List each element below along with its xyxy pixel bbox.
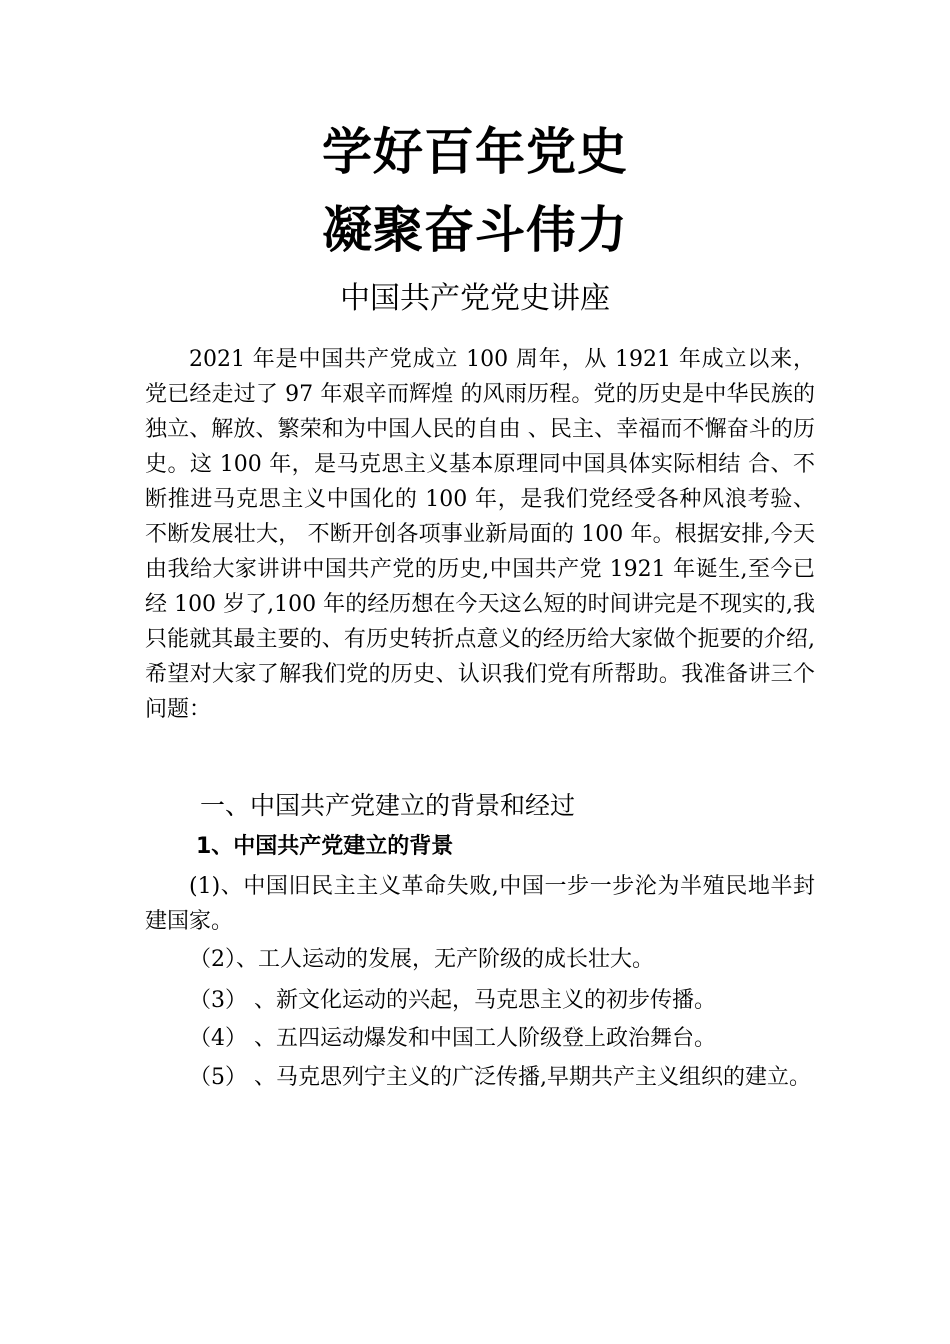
list-item: （3） 、新文化运动的兴起，马克思主义的初步传播。 — [189, 988, 716, 1013]
subsection-heading: 1、中国共产党建立的背景 — [196, 834, 454, 859]
list-item: (1)、中国旧民主主义革命失败,中国一步一步沦为半殖民地半封建国家。 — [145, 874, 815, 934]
section-heading: 一、中国共产党建立的背景和经过 — [200, 791, 576, 820]
title-line-2: 凝聚奋斗伟力 — [322, 200, 628, 259]
list-item: （2）、工人运动的发展，无产阶级的成长壮大。 — [189, 947, 654, 972]
list-item: （4） 、五四运动爆发和中国工人阶级登上政治舞台。 — [189, 1026, 716, 1051]
subtitle: 中国共产党党史讲座 — [340, 281, 610, 316]
intro-paragraph: 2021 年是中国共产党成立 100 周年，从 1921 年成立以来，党已经走过了 97 年艰辛而辉煌 的风雨历程。党的历史是中华民族的独立、解放、繁荣和为中国人民的自由 、民主、幸福而不懈奋斗的历史。这 100 年，是马克思主义基本原理同中国具体实际相结 合、不断推进马克思主义中国化的 100 年，是我们党经受各种风浪考验、不断发展壮大， 不断开创各项事业新局面的 100 年。根据安排,今天由我给大家讲讲中国共产党的历史,中国共产党 1921 年诞生,至今已经 100 岁了,100 年的经历想在今天这么短的时间讲完是不现实的,我只能就其最主要的、有历史转折点意义的经历给大家做个扼要的介绍,希望对大家了解我们党的历史、认识我们党有所帮助。我准备讲三个问题： — [145, 347, 815, 722]
title-line-1: 学好百年党史 — [322, 122, 628, 181]
list-item: （5） 、马克思列宁主义的广泛传播,早期共产主义组织的建立。 — [189, 1065, 811, 1090]
